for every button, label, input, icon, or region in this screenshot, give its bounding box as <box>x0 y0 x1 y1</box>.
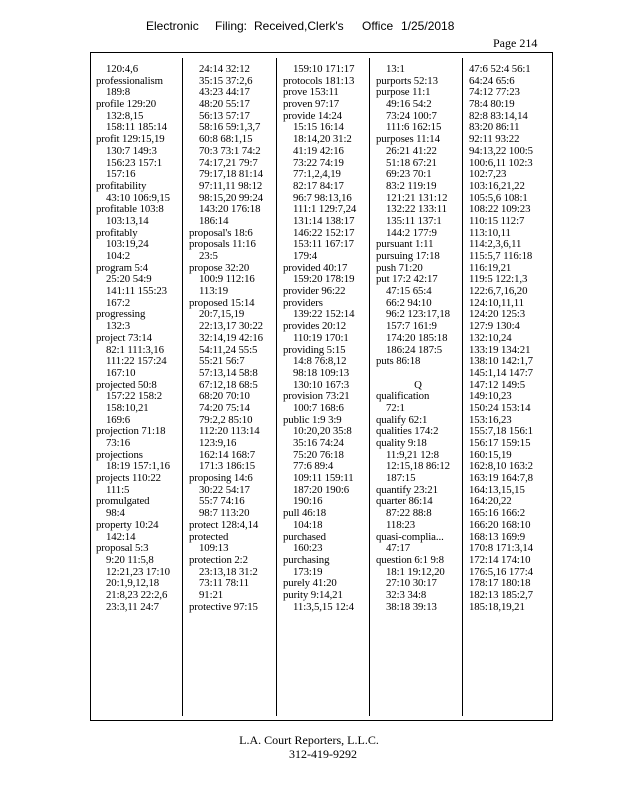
index-page-refs: 131:14 138:17 <box>293 215 355 227</box>
index-letter-heading: Q <box>414 379 422 391</box>
index-page-refs: 98:18 109:13 <box>293 367 350 379</box>
index-page-refs: 87:22 88:8 <box>386 508 432 520</box>
index-page-refs: 187:15 <box>386 473 416 485</box>
index-page-refs: 23:5 <box>199 251 218 262</box>
index-page-refs: 43:23 44:17 <box>199 87 250 99</box>
index-page-refs: 98:7 113:20 <box>199 508 250 520</box>
index-page-refs: 68:20 70:10 <box>199 391 250 403</box>
index-entry: 160:15,19 <box>469 449 512 461</box>
index-entry: 150:24 153:14 <box>469 402 531 414</box>
index-page-refs: 38:18 39:13 <box>386 601 437 613</box>
index-page-refs: 83:2 119:19 <box>386 180 437 192</box>
column-divider <box>369 58 370 716</box>
index-page-refs: 167:10 <box>106 367 136 379</box>
footer-phone: 312-419-9292 <box>289 747 357 761</box>
index-entry: 124:20 125:3 <box>469 309 526 321</box>
index-page-refs: 73:16 <box>106 438 131 449</box>
index-entry: 168:13 169:9 <box>469 531 526 543</box>
index-entry: 74:12 77:23 <box>469 87 520 99</box>
index-page-refs: 111:1 129:7,24 <box>293 204 357 216</box>
index-page-refs: 110:19 170:1 <box>293 332 349 344</box>
index-entry: push 71:20 <box>376 262 423 274</box>
index-page-refs: 132:3 <box>106 321 131 333</box>
index-entry: protected <box>189 531 229 543</box>
index-entry: purchasing <box>283 554 330 566</box>
index-page-refs: 130:10 167:3 <box>293 379 350 391</box>
index-entry: 149:10,23 <box>469 391 512 403</box>
index-page-refs: 77:1,2,4,19 <box>293 169 341 181</box>
index-entry: purchased <box>283 531 326 543</box>
index-page-refs: 21:8,23 22:2,6 <box>106 589 168 601</box>
index-entry: 108:22 109:23 <box>469 204 531 216</box>
index-page-refs: 142:14 <box>106 531 136 543</box>
index-page-refs: 120:4,6 <box>106 64 138 75</box>
index-page-refs: 132:22 133:11 <box>386 204 447 216</box>
index-entry: protective 97:15 <box>189 601 258 613</box>
index-page-refs: 57:13,14 58:8 <box>199 367 258 379</box>
index-entry: 103:16,21,22 <box>469 180 525 192</box>
index-page-refs: 25:20 54:9 <box>106 274 152 286</box>
index-entry: 110:15 112:7 <box>469 215 525 227</box>
index-page-refs: 79:17,18 81:14 <box>199 169 263 181</box>
index-page-refs: 82:1 111:3,16 <box>106 344 164 356</box>
index-entry: question 6:1 9:8 <box>376 554 444 566</box>
index-entry: 182:13 185:2,7 <box>469 589 533 601</box>
index-page-refs: 96:7 98:13,16 <box>293 192 352 204</box>
index-page-refs: 118:23 <box>386 519 415 531</box>
index-entry: profit 129:15,19 <box>96 134 165 146</box>
index-entry: protection 2:2 <box>189 554 248 566</box>
header-received: Received,Clerk's <box>254 19 344 33</box>
index-column-5 <box>469 64 553 613</box>
header-electronic: Electronic <box>146 19 199 33</box>
index-page-refs: 54:11,24 55:5 <box>199 344 258 356</box>
index-page-refs: 35:16 74:24 <box>293 438 344 449</box>
index-page-refs: 179:4 <box>293 251 318 262</box>
index-entry: 115:5,7 116:18 <box>469 251 533 262</box>
index-entry: property 10:24 <box>96 519 159 531</box>
index-entry: 83:20 86:11 <box>469 122 520 134</box>
index-page-refs: 48:20 55:17 <box>199 99 250 111</box>
index-entry: projections <box>96 449 143 461</box>
column-divider <box>276 58 277 716</box>
index-page-refs: 98:4 <box>106 508 125 520</box>
index-entry: progressing <box>96 309 146 321</box>
index-entry: proposal 5:3 <box>96 543 149 555</box>
index-entry: 164:13,15,15 <box>469 484 525 496</box>
index-entry: provider 96:22 <box>283 286 346 298</box>
index-page-refs: 159:20 178:19 <box>293 274 355 286</box>
index-page-refs: 73:24 100:7 <box>386 110 437 122</box>
index-page-refs: 169:6 <box>106 414 131 426</box>
index-entry: proposal's 18:6 <box>189 227 253 239</box>
index-page-refs: 74:17,21 79:7 <box>199 157 258 169</box>
index-entry: project 73:14 <box>96 332 152 344</box>
index-page-refs: 74:20 75:14 <box>199 402 250 414</box>
index-page-refs: 58:16 59:1,3,7 <box>199 122 261 134</box>
index-entry: 170:8 171:3,14 <box>469 543 533 555</box>
index-page-refs: 100:7 168:6 <box>293 402 344 414</box>
index-entry: 145:1,14 147:7 <box>469 367 533 379</box>
index-entry: public 1:9 3:9 <box>283 414 342 426</box>
index-page-refs: 18:19 157:1,16 <box>106 461 170 473</box>
index-page-refs: 112:20 113:14 <box>199 426 260 438</box>
index-entry: 100:6,11 102:3 <box>469 157 533 169</box>
column-divider <box>182 58 183 716</box>
index-column-3 <box>283 64 367 613</box>
index-entry: 94:13,22 100:5 <box>469 145 533 157</box>
index-page-refs: 12:15,18 86:12 <box>386 461 450 473</box>
index-page-refs: 22:13,17 30:22 <box>199 321 263 333</box>
index-page-refs: 66:2 94:10 <box>386 297 432 309</box>
index-page-refs: 73:22 74:19 <box>293 157 344 169</box>
index-page-refs: 174:20 185:18 <box>386 332 448 344</box>
index-entry: providing 5:15 <box>283 344 346 356</box>
index-page-refs: 82:17 84:17 <box>293 180 344 192</box>
index-entry: provides 20:12 <box>283 321 347 333</box>
index-entry: 155:7,18 156:1 <box>469 426 533 438</box>
index-page-refs: 49:16 54:2 <box>386 99 432 111</box>
index-page-refs: 146:22 152:17 <box>293 227 355 239</box>
index-entry: purposes 11:14 <box>376 134 440 146</box>
index-page-refs: 47:17 <box>386 543 411 555</box>
index-entry: quality 9:18 <box>376 438 427 449</box>
index-entry: 153:16,23 <box>469 414 512 426</box>
header-filing: Filing: <box>215 19 248 33</box>
index-page-refs: 103:19,24 <box>106 239 149 251</box>
index-page-refs: 32:14,19 42:16 <box>199 332 263 344</box>
index-page-refs: 47:15 65:4 <box>386 286 432 298</box>
index-entry: projects 110:22 <box>96 473 161 485</box>
index-page-refs: 100:9 112:16 <box>199 274 255 286</box>
index-page-refs: 159:10 171:17 <box>293 64 355 75</box>
index-entry: provision 73:21 <box>283 391 350 403</box>
index-page-refs: 56:13 57:17 <box>199 110 250 122</box>
index-entry: 162:8,10 163:2 <box>469 461 533 473</box>
index-entry: put 17:2 42:17 <box>376 274 438 286</box>
index-page-refs: 72:1 <box>386 402 405 414</box>
index-entry: 116:19,21 <box>469 262 512 274</box>
index-page-refs: 162:14 168:7 <box>199 449 256 461</box>
index-page-refs: 158:10,21 <box>106 402 149 414</box>
index-page-refs: 35:15 37:2,6 <box>199 75 253 87</box>
index-page-refs: 104:18 <box>293 519 323 531</box>
index-entry: 113:10,11 <box>469 227 511 239</box>
index-page-refs: 96:2 123:17,18 <box>386 309 450 321</box>
index-column-2 <box>189 64 273 613</box>
index-page-refs: 24:14 32:12 <box>199 64 250 75</box>
index-page-refs: 10:20,20 35:8 <box>293 426 352 438</box>
index-entry: prove 153:11 <box>283 87 339 99</box>
index-entry: proposed 15:14 <box>189 297 255 309</box>
index-column-1 <box>96 64 180 613</box>
index-page-refs: 30:22 54:17 <box>199 484 250 496</box>
index-page-refs: 141:11 155:23 <box>106 286 167 298</box>
index-entry <box>376 368 460 380</box>
index-page-refs: 91:21 <box>199 589 224 601</box>
index-entry: promulgated <box>96 496 150 508</box>
index-entry: pull 46:18 <box>283 508 327 520</box>
index-page-refs: 135:11 137:1 <box>386 215 442 227</box>
index-entry: 172:14 174:10 <box>469 554 531 566</box>
index-entry: pursuing 17:18 <box>376 251 440 262</box>
index-page-refs: 43:10 106:9,15 <box>106 192 170 204</box>
index-page-refs: 27:10 30:17 <box>386 578 437 590</box>
index-page-refs: 189:8 <box>106 87 131 99</box>
index-entry: puts 86:18 <box>376 356 421 368</box>
index-page-refs: 12:21,23 17:10 <box>106 566 170 578</box>
index-page-refs: 157:22 158:2 <box>106 391 163 403</box>
index-entry: professionalism <box>96 75 163 87</box>
index-entry: 133:19 134:21 <box>469 344 531 356</box>
index-entry: protocols 181:13 <box>283 75 355 87</box>
index-entry: quasi-complia... <box>376 531 444 543</box>
index-column-4 <box>376 64 460 613</box>
index-page-refs: 20:7,15,19 <box>199 309 245 321</box>
index-entry: qualify 62:1 <box>376 414 428 426</box>
index-page-refs: 104:2 <box>106 251 131 262</box>
index-page-refs: 190:16 <box>293 496 323 508</box>
index-page-refs: 111:6 162:15 <box>386 122 442 134</box>
index-page-refs: 55:7 74:16 <box>199 496 245 508</box>
index-page-refs: 60:8 68:1,15 <box>199 134 253 146</box>
index-entry: proposals 11:16 <box>189 239 256 251</box>
index-entry: 82:8 83:14,14 <box>469 110 528 122</box>
index-entry: 147:12 149:5 <box>469 379 526 391</box>
index-page-refs: 79:2,2 85:10 <box>199 414 253 426</box>
index-entry: qualification <box>376 391 430 403</box>
index-entry: profitable 103:8 <box>96 204 164 216</box>
index-page-refs: 156:23 157:1 <box>106 157 163 169</box>
index-page-refs: 67:12,18 68:5 <box>199 379 258 391</box>
index-entry: qualities 174:2 <box>376 426 439 438</box>
index-entry: 176:5,16 177:4 <box>469 566 533 578</box>
index-page-refs: 111:22 157:24 <box>106 356 167 368</box>
index-entry: 105:5,6 108:1 <box>469 192 528 204</box>
index-entry: purity 9:14,21 <box>283 589 343 601</box>
index-entry: provided 40:17 <box>283 262 348 274</box>
index-page-refs: 32:3 34:8 <box>386 589 427 601</box>
index-entry: profitability <box>96 180 147 192</box>
index-page-refs: 143:20 176:18 <box>199 204 261 216</box>
index-entry: 122:6,7,16,20 <box>469 286 528 298</box>
index-entry: purely 41:20 <box>283 578 337 590</box>
index-page-refs: 132:8,15 <box>106 110 144 122</box>
index-entry: 164:20,22 <box>469 496 512 508</box>
index-entry: 156:17 159:15 <box>469 438 531 449</box>
index-page-refs: 20:1,9,12,18 <box>106 578 160 590</box>
index-page-refs: 111:5 <box>106 484 130 496</box>
index-entry: proven 97:17 <box>283 99 340 111</box>
index-page-refs: 171:3 186:15 <box>199 461 256 473</box>
index-page-refs: 70:3 73:1 74:2 <box>199 145 261 157</box>
index-page-refs: 75:20 76:18 <box>293 449 344 461</box>
footer-company: L.A. Court Reporters, L.L.C. <box>239 733 379 747</box>
index-page-refs: 123:9,16 <box>199 438 237 449</box>
index-entry: 102:7,23 <box>469 169 507 181</box>
index-entry: proposing 14:6 <box>189 473 253 485</box>
index-entry: 64:24 65:6 <box>469 75 515 87</box>
index-page-refs: 153:11 167:17 <box>293 239 354 251</box>
index-entry: quantify 23:21 <box>376 484 438 496</box>
header-date: 1/25/2018 <box>401 19 455 33</box>
index-page-refs: 15:15 16:14 <box>293 122 344 134</box>
index-page-refs: 109:11 159:11 <box>293 473 354 485</box>
index-entry: 78:4 80:19 <box>469 99 515 111</box>
index-entry: 138:10 142:1,7 <box>469 356 533 368</box>
index-page-refs: 160:23 <box>293 543 323 555</box>
index-entry: 132:10,24 <box>469 332 512 344</box>
index-page-refs: 18:14,20 31:2 <box>293 134 352 146</box>
index-page-refs: 73:11 78:11 <box>199 578 249 590</box>
index-page-refs: 187:20 190:6 <box>293 484 350 496</box>
index-entry: program 5:4 <box>96 262 148 274</box>
index-page-refs: 157:7 161:9 <box>386 321 437 333</box>
index-entry: 166:20 168:10 <box>469 519 531 531</box>
index-page-refs: 26:21 41:22 <box>386 145 437 157</box>
header-office: Office <box>362 19 394 33</box>
index-page-refs: 23:3,11 24:7 <box>106 601 159 613</box>
index-page-refs: 9:20 11:5,8 <box>106 554 154 566</box>
index-entry: provide 14:24 <box>283 110 342 122</box>
index-page-refs: 130:7 149:3 <box>106 145 157 157</box>
index-page-refs: 18:1 19:12,20 <box>386 566 445 578</box>
index-page-refs: 14:8 76:8,12 <box>293 356 347 368</box>
index-page-refs: 11:3,5,15 12:4 <box>293 601 354 613</box>
index-entry: profitably <box>96 227 138 239</box>
index-page-refs: 121:21 131:12 <box>386 192 448 204</box>
index-entry: projection 71:18 <box>96 426 166 438</box>
index-entry: 119:5 122:1,3 <box>469 274 528 286</box>
index-entry: providers <box>283 297 323 309</box>
index-page-refs: 157:16 <box>106 169 136 181</box>
index-entry: 185:18,19,21 <box>469 601 525 613</box>
index-page-refs: 98:15,20 99:24 <box>199 192 263 204</box>
index-entry: 163:19 164:7,8 <box>469 473 533 485</box>
index-entry: 92:11 93:22 <box>469 134 520 146</box>
index-entry: quarter 86:14 <box>376 496 433 508</box>
index-page-refs: 41:19 42:16 <box>293 145 344 157</box>
index-page-refs: 103:13,14 <box>106 215 149 227</box>
index-page-refs: 167:2 <box>106 297 131 309</box>
index-entry: purpose 11:1 <box>376 87 431 99</box>
index-entry: 124:10,11,11 <box>469 297 524 309</box>
index-entry: protect 128:4,14 <box>189 519 259 531</box>
column-divider <box>462 58 463 716</box>
index-entry: propose 32:20 <box>189 262 250 274</box>
index-page-refs: 11:9,21 12:8 <box>386 449 439 461</box>
index-entry: purports 52:13 <box>376 75 438 87</box>
index-page-refs: 55:21 56:7 <box>199 356 245 368</box>
index-page-refs: 13:1 <box>386 64 405 75</box>
index-page-refs: 186:14 <box>199 215 229 227</box>
index-entry: 127:9 130:4 <box>469 321 520 333</box>
index-page-refs: 139:22 152:14 <box>293 309 355 321</box>
index-page-refs: 158:11 185:14 <box>106 122 167 134</box>
index-entry: 178:17 180:18 <box>469 578 531 590</box>
index-page-refs: 51:18 67:21 <box>386 157 437 169</box>
page-number: Page 214 <box>493 36 538 50</box>
index-page-refs: 113:19 <box>199 286 228 298</box>
index-entry: 47:6 52:4 56:1 <box>469 64 531 75</box>
index-page-refs: 77:6 89:4 <box>293 461 334 473</box>
index-page-refs: 109:13 <box>199 543 229 555</box>
index-page-refs: 144:2 177:9 <box>386 227 437 239</box>
index-entry: profile 129:20 <box>96 99 157 111</box>
index-page-refs: 186:24 187:5 <box>386 344 443 356</box>
index-entry: 165:16 166:2 <box>469 508 526 520</box>
index-page-refs: 23:13,18 31:2 <box>199 566 258 578</box>
index-page-refs: 173:19 <box>293 566 323 578</box>
index-page-refs: 69:23 70:1 <box>386 169 432 181</box>
index-entry: 114:2,3,6,11 <box>469 239 522 251</box>
index-page-refs: 97:11,11 98:12 <box>199 180 263 192</box>
index-entry: projected 50:8 <box>96 379 157 391</box>
index-entry: pursuant 1:11 <box>376 239 434 251</box>
